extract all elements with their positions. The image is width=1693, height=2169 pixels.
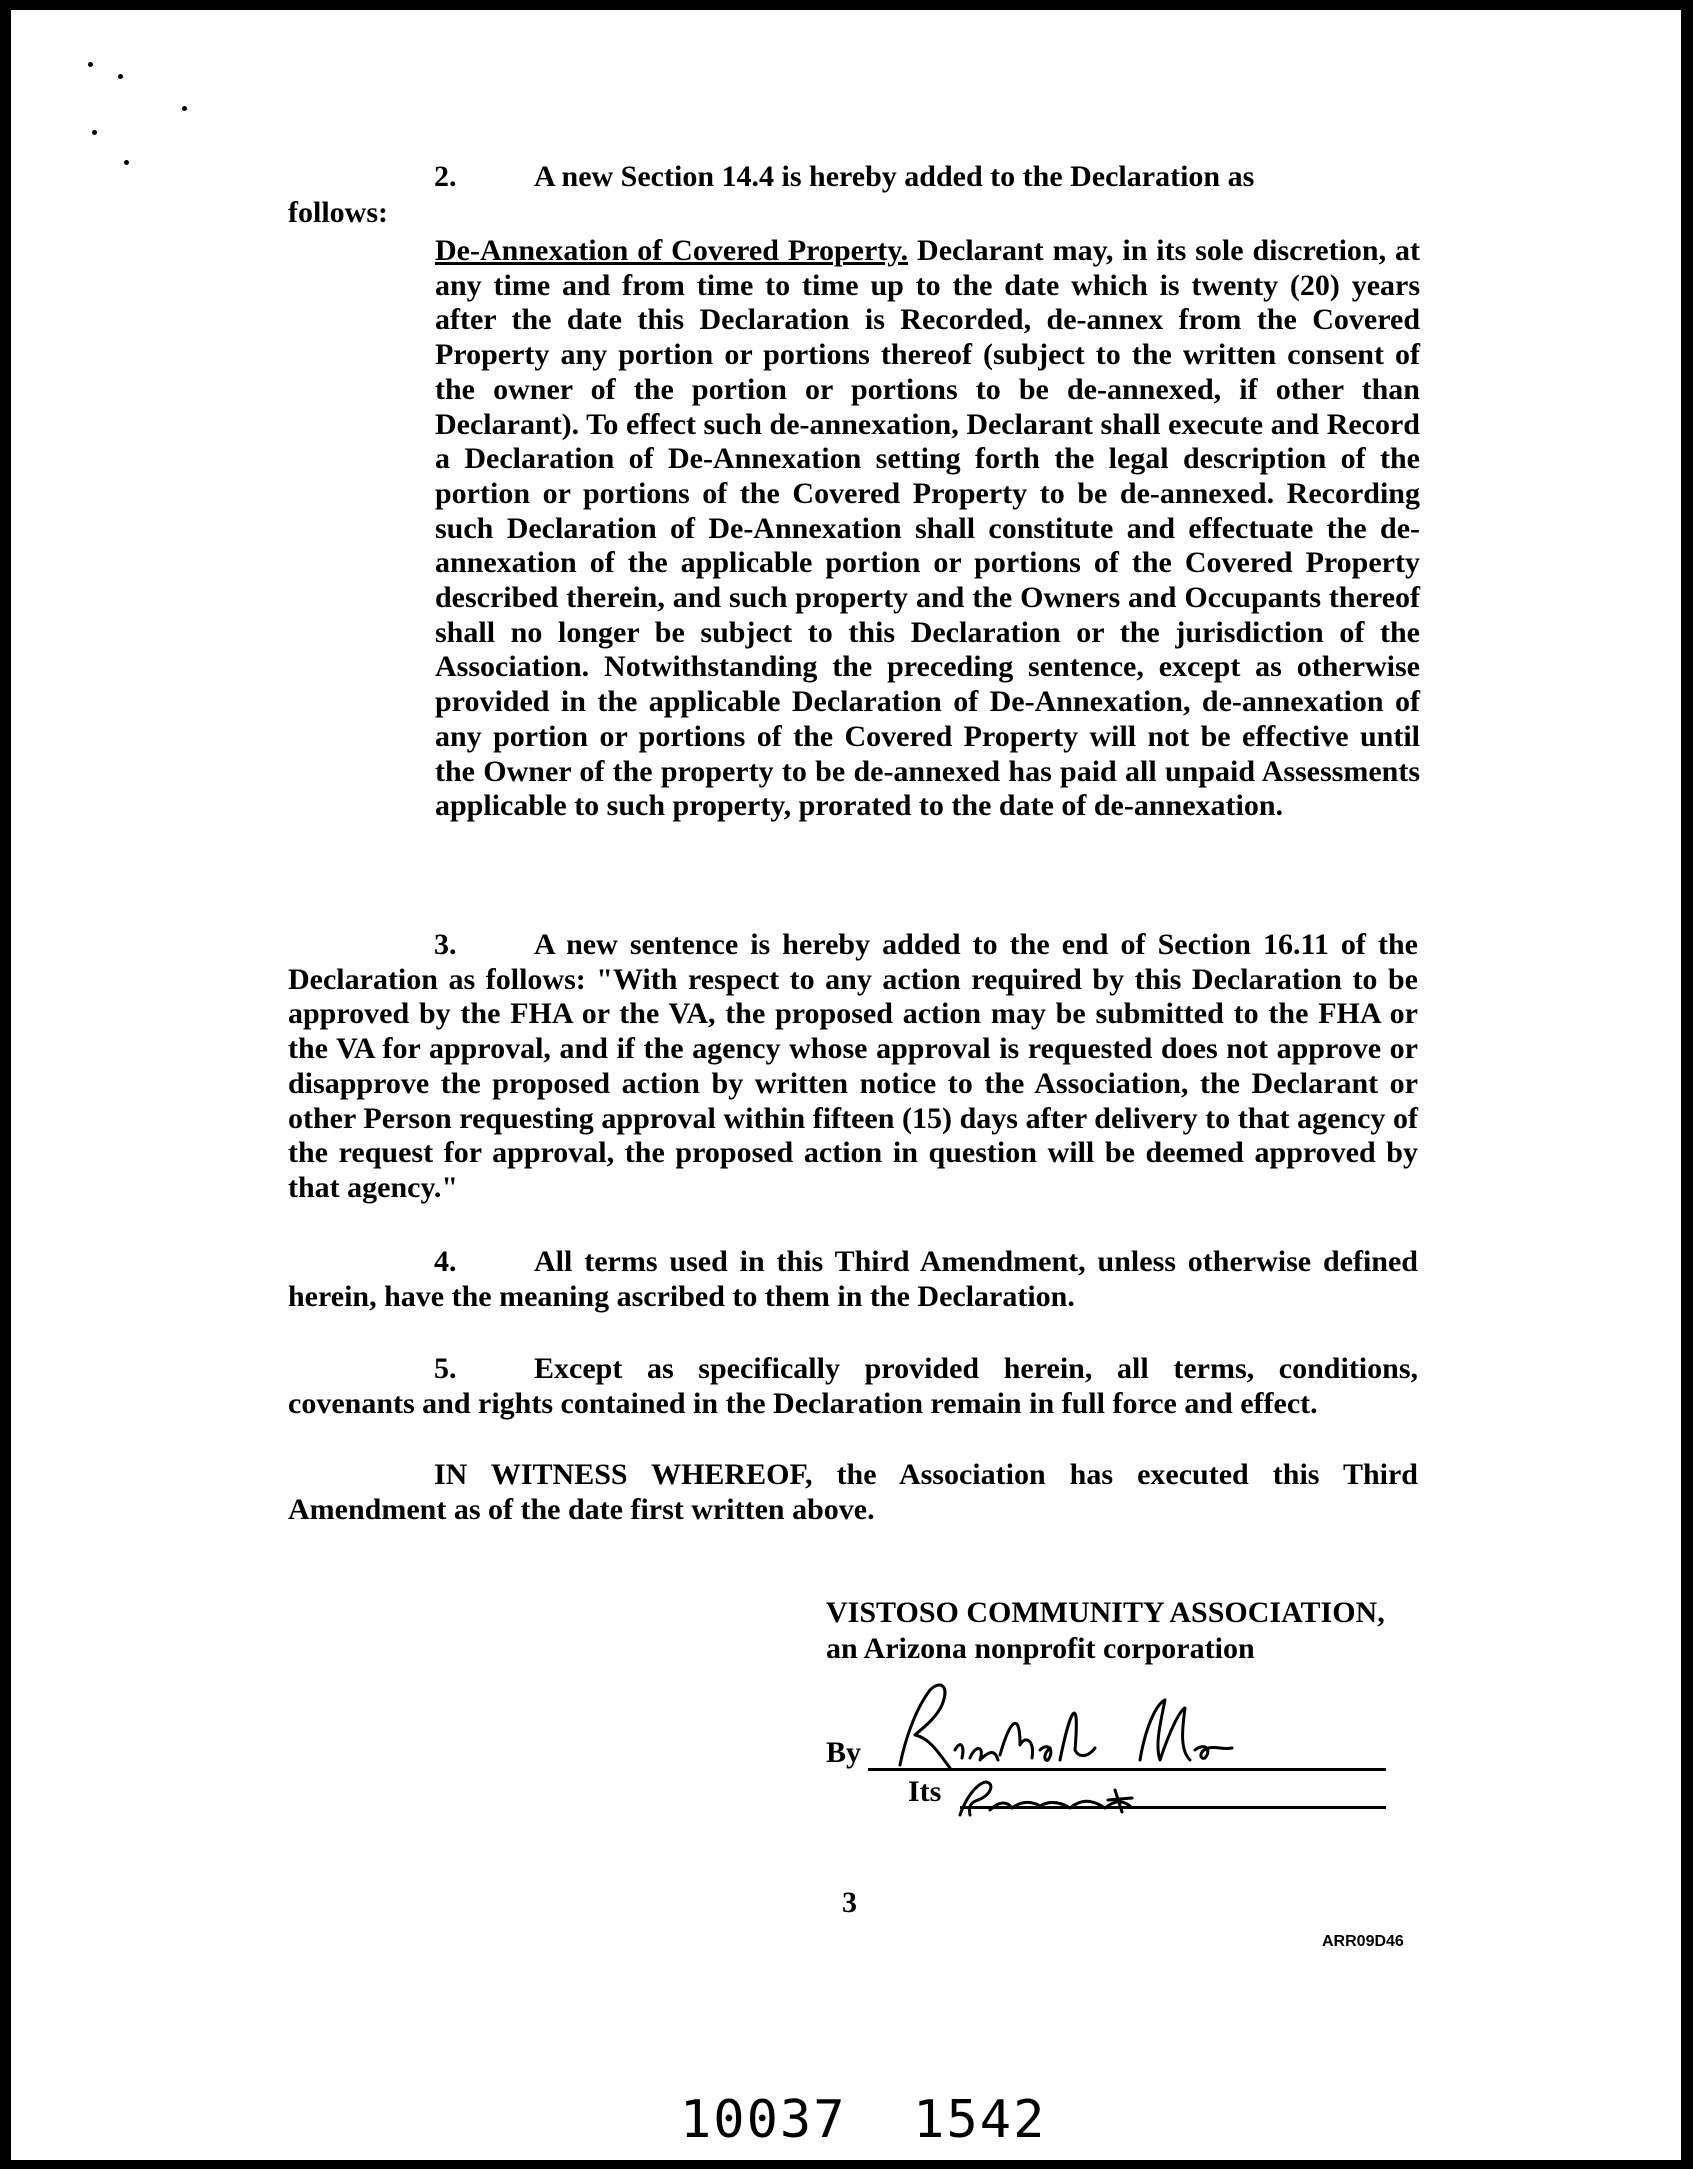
page-number: 3 (842, 1886, 857, 1919)
by-signature-line (868, 1768, 1386, 1771)
section-14-4-body (435, 234, 1420, 824)
section-2-follows: follows: (288, 196, 388, 229)
section-2-lead: A new Section 14.4 is hereby added to the Declaration as (534, 160, 1255, 193)
scan-speck (92, 130, 97, 135)
by-label: By (826, 1736, 862, 1769)
section-4-number: 4. (434, 1245, 457, 1278)
section-14-4-title: De-Annexation of Covered Property. (435, 234, 909, 267)
scan-border-left (0, 0, 11, 2169)
organization-name: VISTOSO COMMUNITY ASSOCIATION, (826, 1596, 1385, 1629)
section-5-number: 5. (434, 1352, 457, 1385)
organization-description: an Arizona nonprofit corporation (826, 1632, 1255, 1665)
section-3-paragraph (288, 928, 1418, 1206)
section-4-paragraph (288, 1245, 1418, 1314)
scan-speck (124, 160, 129, 165)
document-code: ARR09D46 (1322, 1933, 1404, 1950)
recording-number: 10037 1542 (680, 2090, 1047, 2150)
section-4-text: All terms used in this Third Amendment, unless otherwise defined herein, have the meaning ascribed to them in the Declaration. (288, 1245, 1418, 1313)
scan-border-bottom (0, 2160, 1693, 2169)
witness-paragraph: IN WITNESS WHEREOF, the Association has executed this Third Amendment as of the date first written above. (288, 1458, 1418, 1526)
section-3-number: 3. (434, 928, 457, 961)
scan-speck (182, 106, 187, 111)
section-5-text: Except as specifically provided herein, all terms, conditions, covenants and rights contained in the Declaration remain in full force and effect. (288, 1352, 1418, 1420)
section-2-heading (288, 160, 1418, 195)
scan-speck (118, 74, 123, 79)
section-5-paragraph (288, 1352, 1418, 1421)
scan-border-top (0, 0, 1693, 10)
section-14-4-text: Declarant may, in its sole discretion, at any time and from time to time up to the date which is twenty (20) years after the date this Declaration is Recorded, de-annex from the Covered Property any portion or portions thereof (subject to the written consent of the owner of the portion or portions to be de-annexed, if other than Declarant). To effect such de-annexation, Declarant shall execute and Record a Declaration of De-Annexation setting forth the legal description of the portion or portions of the Covered Property to be de-annexed. Recording such Declaration of De-Annexation shall constitute and effectuate the de-annexation of the applicable portion or portions of the Covered Property described therein, and such property and the Owners and Occupants thereof shall no longer be subject to this Declaration or the jurisdiction of the Association. Notwithstanding the preceding sentence, except as otherwise provided in the applicable Declaration of De-Annexation, de-annexation of any portion or portions of the Covered Property will not be effective until the Owner of the property to be de-annexed has paid all unpaid Assessments applicable to such property, prorated to the date of de-annexation. (435, 234, 1421, 823)
section-2-number: 2. (434, 160, 457, 193)
scan-border-right (1681, 0, 1693, 2169)
its-signature-line (960, 1806, 1386, 1809)
scan-speck (88, 62, 93, 67)
section-3-text: A new sentence is hereby added to the end of Section 16.11 of the Declaration as follows: "With respect to any action required by this Declaration to be approved by the FHA or the VA, the proposed action may be submitted to the FHA or the VA for approval, and if the agency whose approval is requested does not approve or disapprove the proposed action by written notice to the Association, the Declarant or other Person requesting approval within fifteen (15) days after delivery to that agency of the request for approval, the proposed action in question will be deemed approved by that agency." (288, 928, 1418, 1204)
its-label: Its (908, 1775, 942, 1808)
